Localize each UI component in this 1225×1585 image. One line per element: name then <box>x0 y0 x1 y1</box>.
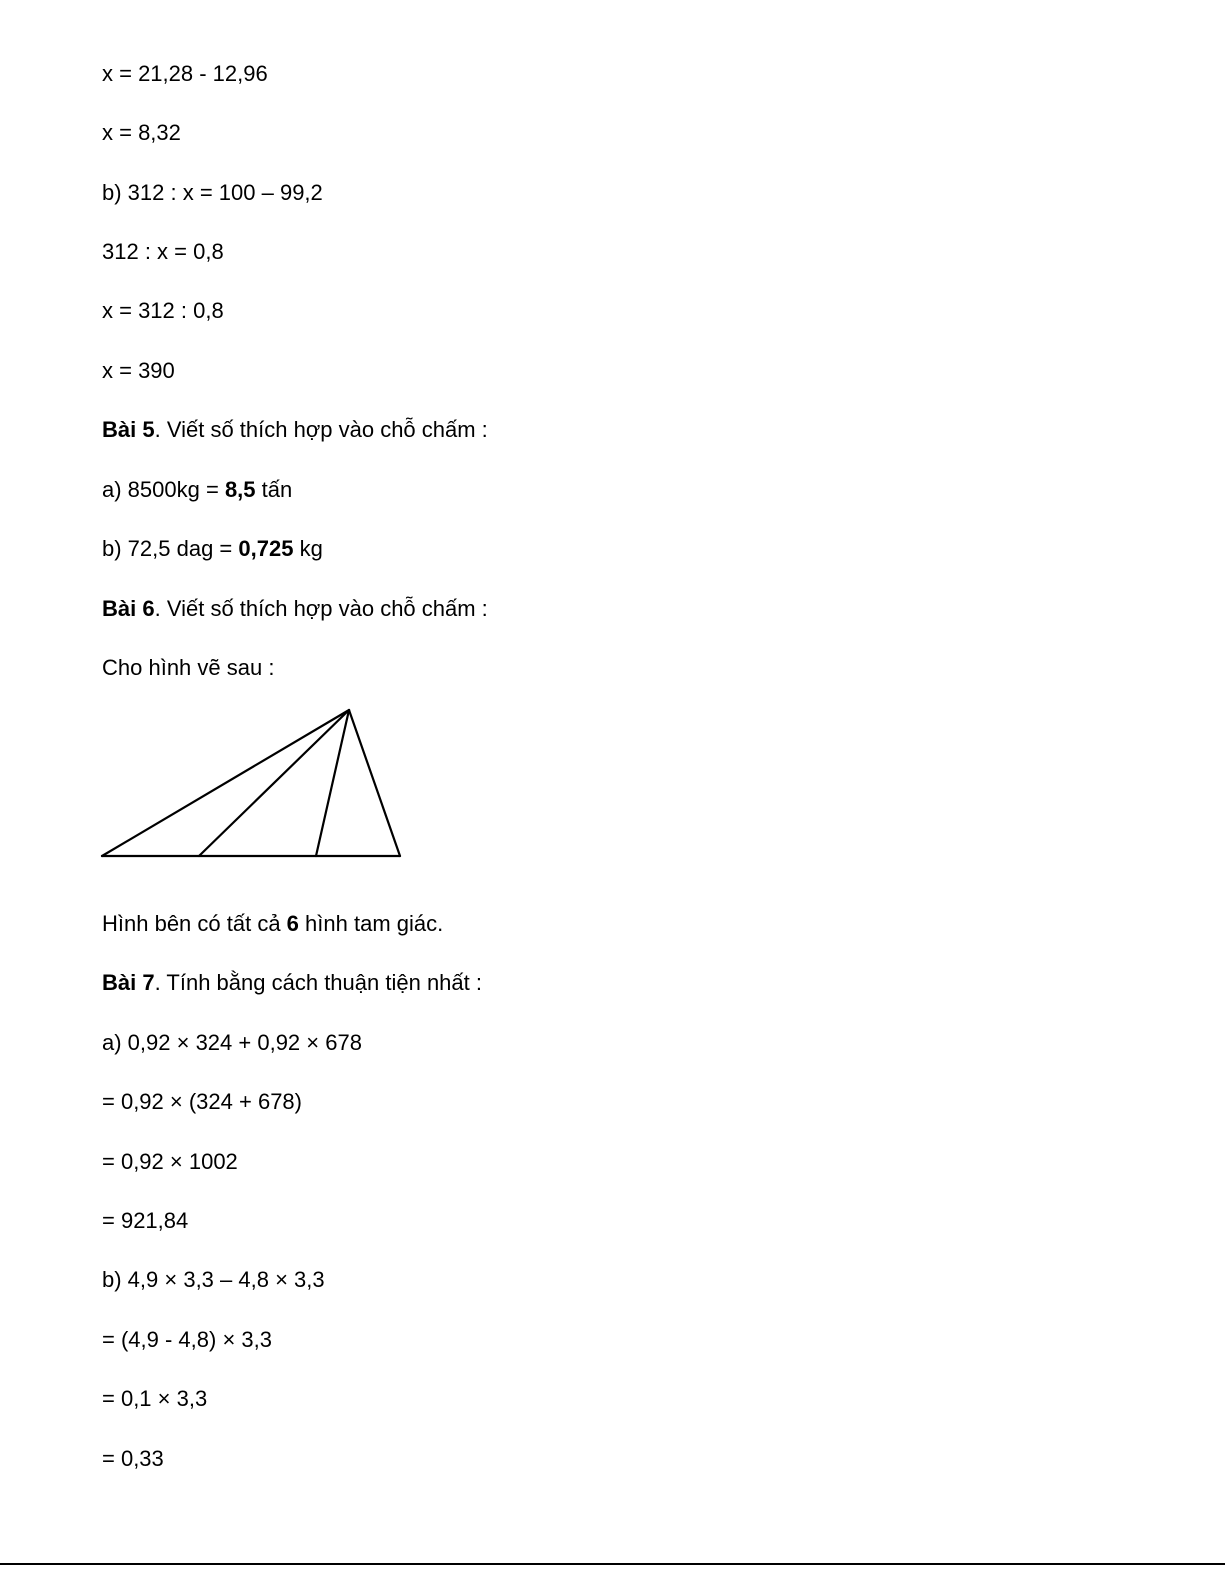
bai5-heading <box>102 417 488 443</box>
equation-line-2: x = 8,32 <box>102 120 181 145</box>
equation-line-4: 312 : x = 0,8 <box>102 239 224 264</box>
bai5-text: . Viết số thích hợp vào chỗ chấm : <box>154 417 488 442</box>
bai5-b-suffix: kg <box>293 536 323 561</box>
bai6-result-answer: 6 <box>286 911 299 936</box>
triangle-right-side <box>349 710 400 856</box>
bai6-text: . Viết số thích hợp vào chỗ chấm : <box>154 596 488 621</box>
bai7-step-8: = 0,33 <box>102 1446 164 1471</box>
bai7-step-5: b) 4,9 × 3,3 – 4,8 × 3,3 <box>102 1267 325 1292</box>
bai6-intro: Cho hình vẽ sau : <box>102 655 275 680</box>
bai6-result-suffix: hình tam giác. <box>298 911 444 936</box>
bai7-step-2: = 0,92 × (324 + 678) <box>102 1089 302 1114</box>
bai6-label: Bài 6 <box>102 596 155 621</box>
triangle-inner-line-2 <box>316 710 349 856</box>
bai5-b-answer: 0,725 <box>238 536 294 561</box>
bai7-step-7: = 0,1 × 3,3 <box>102 1386 208 1411</box>
triangle-inner-line-1 <box>199 710 349 856</box>
bai6-result <box>102 911 443 937</box>
triangle-figure <box>98 702 408 864</box>
bai7-label: Bài 7 <box>102 970 155 995</box>
bai5-a-answer: 8,5 <box>224 477 256 502</box>
bai7-step-1: a) 0,92 × 324 + 0,92 × 678 <box>102 1030 362 1055</box>
bai5-answer-b <box>102 536 323 562</box>
triangle-left-side <box>102 710 349 856</box>
bai5-label: Bài 5 <box>102 417 155 442</box>
bai5-b-prefix: b) 72,5 dag = <box>102 536 239 561</box>
equation-line-6: x = 390 <box>102 358 175 383</box>
bai5-a-prefix: a) 8500kg = <box>102 477 225 502</box>
equation-line-5: x = 312 : 0,8 <box>102 298 224 323</box>
bai7-step-6: = (4,9 - 4,8) × 3,3 <box>102 1327 272 1352</box>
bai7-heading <box>102 970 482 996</box>
bai7-step-4: = 921,84 <box>102 1208 189 1233</box>
bai7-text: . Tính bằng cách thuận tiện nhất : <box>154 970 482 995</box>
bai6-heading <box>102 596 488 622</box>
equation-line-3: b) 312 : x = 100 – 99,2 <box>102 180 323 205</box>
bai6-result-prefix: Hình bên có tất cả <box>102 911 287 936</box>
bai5-a-suffix: tấn <box>255 477 293 502</box>
page-bottom-border <box>0 1563 1225 1565</box>
equation-line-1: x = 21,28 - 12,96 <box>102 61 268 86</box>
bai5-answer-a <box>102 477 292 503</box>
bai7-step-3: = 0,92 × 1002 <box>102 1149 238 1174</box>
